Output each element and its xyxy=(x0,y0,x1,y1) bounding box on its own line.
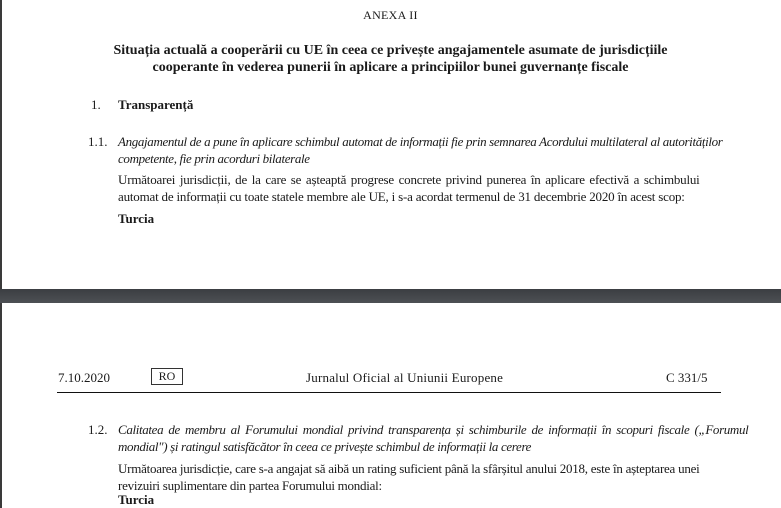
annex-label: ANEXA II xyxy=(363,8,418,22)
section-1-2-body xyxy=(118,460,699,494)
body-line-1: Următoarea jurisdicție, care s-a angajat să aibă un rating suficient până la sfârșitul anului 2018, este în așteptarea unei xyxy=(118,461,700,476)
section-1-1-heading xyxy=(118,133,723,167)
heading-line-2: mondial") și ratingul satisfăcător în ceea ce privește schimbul de informații la cerere xyxy=(118,439,532,454)
title-line-2: cooperante în vederea punerii în aplicare a principiilor bunei guvernanțe fiscale xyxy=(152,60,629,75)
journal-reference: C 331/5 xyxy=(666,370,708,385)
language-badge: RO xyxy=(151,368,183,385)
heading-line-2: competente, fie prin acorduri bilaterale xyxy=(118,151,310,166)
body-line-1: Următoarei jurisdicții, de la care se așteaptă progrese concrete privind punerea în aplicare efectivă a schimbului xyxy=(118,172,700,187)
heading-line-1: Angajamentul de a pune în aplicare schimbul automat de informații fie prin semnarea Acordului multilateral al autorităților xyxy=(118,134,723,149)
journal-name: Jurnalul Oficial al Uniunii Europene xyxy=(306,370,504,385)
title-line-1: Situația actuală a cooperării cu UE în ceea ce privește angajamentele asumate de jurisdicțiile xyxy=(113,43,668,58)
body-line-2: revizuiri suplimentare din partea Forumului mondial: xyxy=(118,478,382,493)
header-rule xyxy=(57,392,721,393)
section-1-2-number: 1.2. xyxy=(88,422,108,437)
section-1-2-heading xyxy=(118,421,748,455)
section-1-number: 1. xyxy=(91,97,101,112)
jurisdiction-name: Turcia xyxy=(118,211,155,226)
publication-date: 7.10.2020 xyxy=(58,370,110,385)
body-line-2: automat de informații cu toate statele membre ale UE, i s-a acordat termenul de 31 decembrie 2020 în acest scop: xyxy=(118,189,685,204)
section-1-title: Transparență xyxy=(118,97,194,112)
page-separator xyxy=(0,289,781,303)
document-title xyxy=(0,42,781,76)
heading-line-1: Calitatea de membru al Forumului mondial privind transparența și schimburile de informații în scopuri fiscale („Forumul xyxy=(118,422,749,437)
section-1-1-body xyxy=(118,171,700,205)
jurisdiction-name: Turcia xyxy=(118,492,155,507)
section-1-1-number: 1.1. xyxy=(88,134,108,149)
